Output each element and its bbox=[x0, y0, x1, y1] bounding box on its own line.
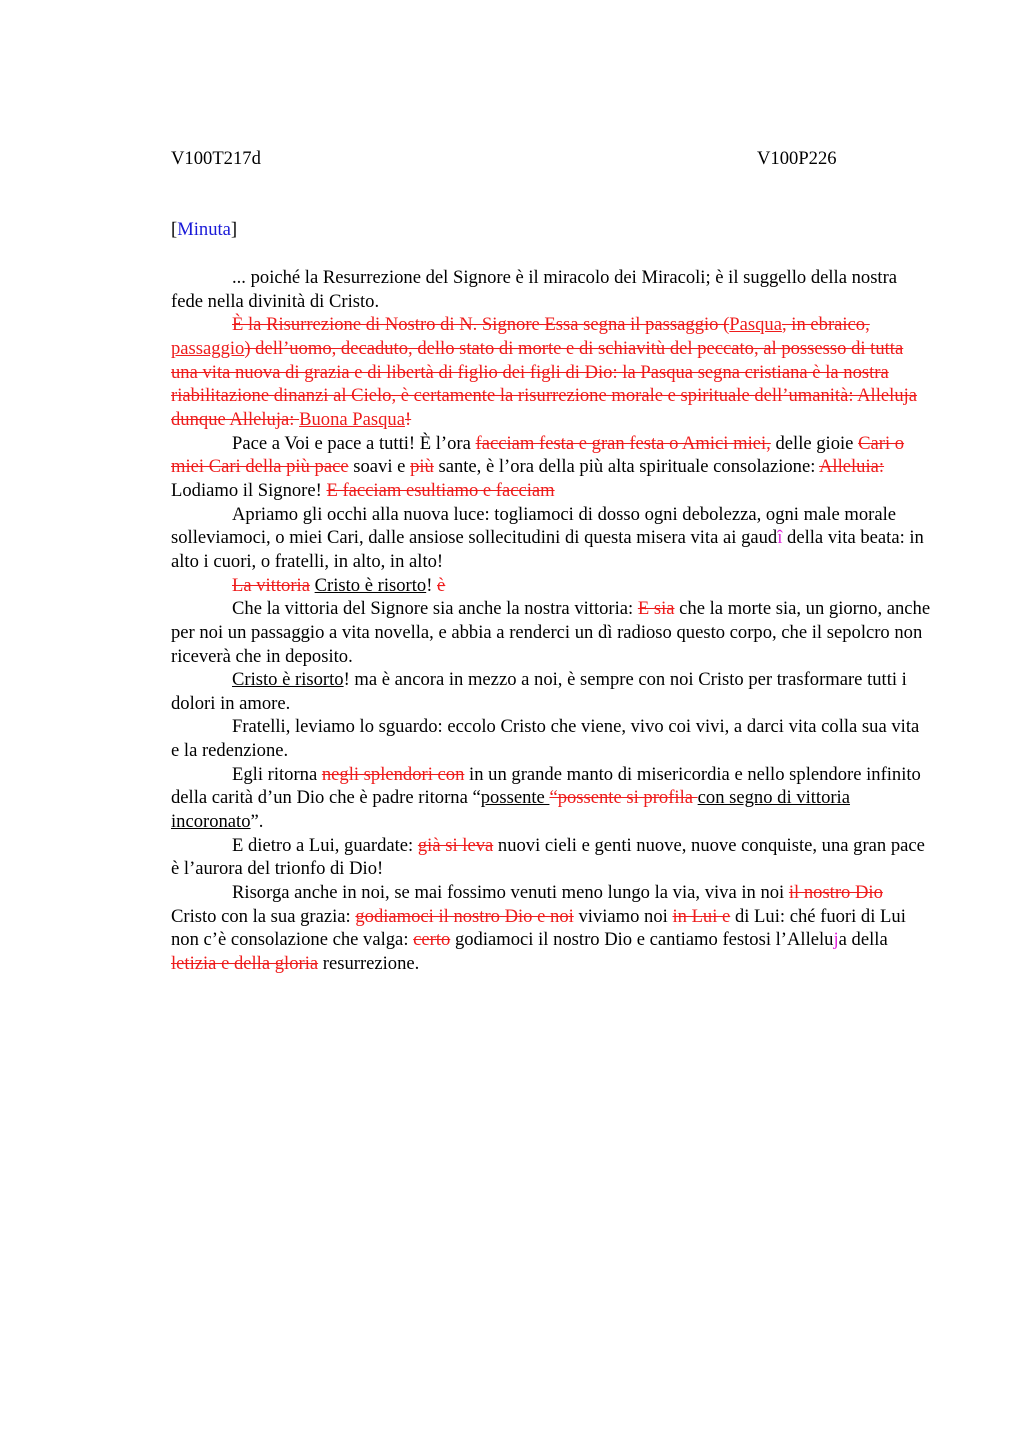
p9-text-c: in un grande manto di misericordia e nello splendore infinito della carità d’un Dio che è padre ritorna “ bbox=[171, 763, 921, 809]
paragraph-7 bbox=[171, 668, 931, 715]
p4-text-a: Apriamo gli occhi alla nuova luce: togliamoci di dosso ogni debolezza, ogni male morale solleviamoci, o miei Cari, dalle ansiose sollecitudini di questa misera vita ai gaud bbox=[171, 503, 897, 549]
p3-deleted-f: più bbox=[410, 456, 434, 478]
p11-deleted-h: certo bbox=[413, 929, 451, 951]
paragraph-4 bbox=[171, 503, 931, 574]
p2-deleted-g: ! bbox=[404, 408, 412, 430]
p11-text-e: viviamo noi bbox=[573, 905, 673, 927]
p11-deleted-d: godiamoci il nostro Dio e noi bbox=[355, 905, 574, 927]
p11-deleted-b: il nostro Dio bbox=[788, 882, 883, 904]
p3-deleted-j: E facciam esultiamo e facciam bbox=[326, 479, 555, 501]
p11-deleted-l: letizia e della gloria bbox=[171, 953, 319, 975]
p1-text: ... poiché la Resurrezione del Signore è il miracolo dei Miracoli; è il suggello della nostra fede nella divinità di Cristo. bbox=[171, 267, 898, 312]
p11-text-c: Cristo con la sua grazia: bbox=[171, 905, 356, 927]
p11-text-k: a della bbox=[838, 929, 888, 951]
paragraph-9 bbox=[171, 763, 931, 834]
p11-text-m: resurrezione. bbox=[318, 953, 420, 975]
paragraph-5 bbox=[171, 574, 931, 598]
p6-text-c: che la morte sia, un giorno, anche per noi un passaggio a vita novella, e abbia a renderci un dì radioso questo corpo, che il sepolcro non riceverà che in deposito. bbox=[171, 598, 931, 667]
p11-deleted-f: in Lui e bbox=[672, 905, 731, 927]
p2-deleted-a: È la Risurrezione di Nostro di N. Signore Essa segna il passaggio ( bbox=[232, 314, 730, 336]
p10-text-c: nuovi cieli e genti nuove, nuove conquiste, una gran pace è l’aurora del trionfo di Dio! bbox=[171, 834, 925, 880]
p9-underlined-f: con segno di vittoria incoronato bbox=[171, 787, 850, 833]
document-type-label bbox=[171, 218, 237, 242]
paragraph-6 bbox=[171, 597, 931, 668]
p3-text-i: Lodiamo il Signore! bbox=[171, 479, 327, 501]
p11-text-i: godiamoci il nostro Dio e cantiamo festosi l’Allelu bbox=[450, 929, 834, 951]
p2-deleted-c: , in ebraico, bbox=[781, 314, 870, 336]
p3-deleted-d: Cari o miei Cari della più pace bbox=[171, 432, 905, 478]
p2-deleted-e: ) dell’uomo, decaduto, dello stato di morte e di schiavitù del peccato, al possesso di tutta una vita nuova di grazia e di libertà di figlio dei figli di Dio: la Pasqua segna cristiana è la nostra riabilitazione dinanzi al Cielo, è certamente la risurrezione morale e spirituale dell’umanità: Alleluja dunque Alleluja: bbox=[171, 337, 918, 430]
p9-text-a: Egli ritorna bbox=[232, 763, 322, 785]
p5-text-d: ! bbox=[426, 574, 438, 596]
header-left-code: V100T217d bbox=[171, 148, 261, 169]
paragraph-8 bbox=[171, 715, 931, 762]
paragraph-3 bbox=[171, 432, 931, 503]
p9-deleted-e: “possente si profila bbox=[549, 787, 698, 809]
p3-deleted-h: Alleluia: bbox=[819, 456, 885, 478]
minuta-label: Minuta bbox=[177, 219, 231, 240]
p3-deleted-b: facciam festa e gran festa o Amici miei, bbox=[475, 432, 771, 454]
bracket-close: ] bbox=[230, 219, 238, 240]
p2-deleted-underlined-f: Buona Pasqua bbox=[299, 408, 405, 430]
p7-underlined-a: Cristo è risorto bbox=[232, 669, 344, 691]
p3-text-c: delle gioie bbox=[770, 432, 859, 454]
paragraph-1 bbox=[171, 266, 931, 313]
p10-deleted-b: già si leva bbox=[417, 834, 494, 856]
p6-deleted-b: E sia bbox=[637, 598, 675, 620]
p4-editorial-b: î bbox=[777, 527, 783, 549]
bracket-open: [ bbox=[171, 219, 178, 240]
paragraph-11 bbox=[171, 881, 931, 976]
paragraph-10 bbox=[171, 834, 931, 881]
p5-deleted-e: è bbox=[437, 574, 446, 596]
p11-editorial-j: j bbox=[833, 929, 839, 951]
transcription-body bbox=[171, 266, 931, 976]
p3-text-a: Pace a Voi e pace a tutti! È l’ora bbox=[232, 432, 476, 454]
p11-text-a: Risorga anche in noi, se mai fossimo venuti meno lungo la via, viva in noi bbox=[232, 882, 789, 904]
p9-deleted-b: negli splendori con bbox=[321, 763, 465, 785]
p6-text-a: Che la vittoria del Signore sia anche la nostra vittoria: bbox=[232, 598, 638, 620]
header-right-code: V100P226 bbox=[757, 148, 837, 169]
p2-deleted-underlined-d: passaggio bbox=[171, 337, 245, 359]
p8-text: Fratelli, leviamo lo sguardo: eccolo Cristo che viene, vivo coi vivi, a darci vita colla sua vita e la redenzione. bbox=[171, 716, 920, 762]
p3-text-g: sante, è l’ora della più alta spirituale consolazione: bbox=[433, 456, 819, 478]
p3-text-e: soavi e bbox=[348, 456, 411, 478]
p7-text-b: ! ma è ancora in mezzo a noi, è sempre con noi Cristo per trasformare tutti i dolori in amore. bbox=[171, 669, 907, 714]
p4-text-c: della vita beata: in alto i cuori, o fratelli, in alto, in alto! bbox=[171, 527, 924, 572]
p5-deleted-a: La vittoria bbox=[232, 574, 310, 596]
p9-underlined-d: possente bbox=[480, 787, 550, 809]
paragraph-2 bbox=[171, 313, 931, 431]
p2-deleted-underlined-b: Pasqua bbox=[729, 314, 782, 336]
p9-text-g: ”. bbox=[250, 811, 264, 833]
p11-text-g: di Lui: ché fuori di Lui non c’è consolazione che valga: bbox=[171, 905, 906, 951]
p5-underlined-c: Cristo è risorto bbox=[314, 574, 427, 596]
p10-text-a: E dietro a Lui, guardate: bbox=[232, 834, 418, 856]
